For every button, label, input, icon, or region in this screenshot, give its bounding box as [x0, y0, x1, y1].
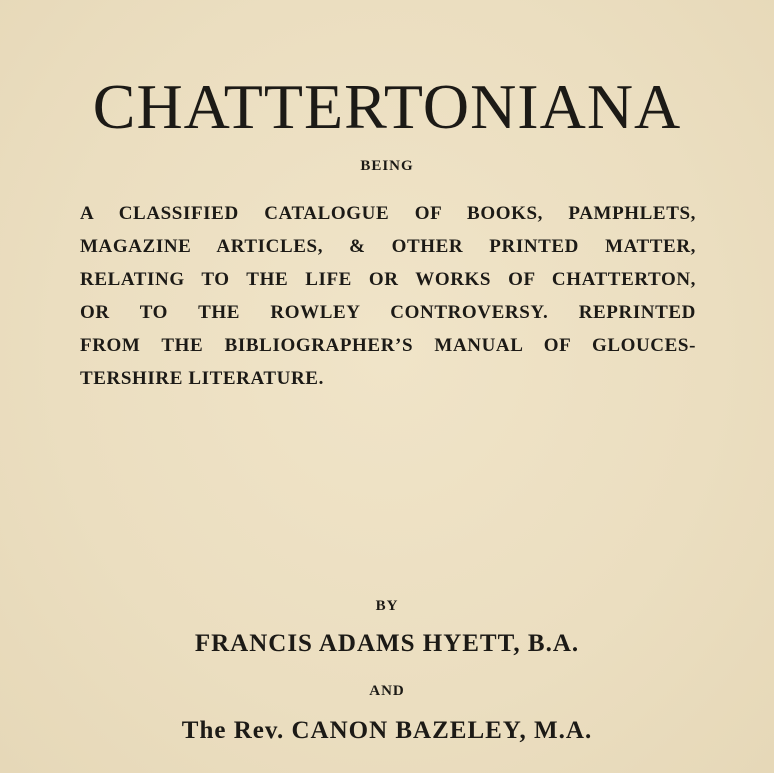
- description-line: OR TO THE ROWLEY CONTROVERSY. REPRINTED: [80, 302, 696, 323]
- description-line: A CLASSIFIED CATALOGUE OF BOOKS, PAMPHLETS,: [80, 203, 696, 224]
- book-title: CHATTERTONIANA: [92, 71, 682, 142]
- subtitle-description: [80, 197, 696, 395]
- and-label: AND: [369, 683, 405, 699]
- description-line: RELATING TO THE LIFE OR WORKS OF CHATTERTON,: [80, 269, 696, 290]
- author-primary: FRANCIS ADAMS HYETT, B.A.: [194, 630, 580, 657]
- description-line: TERSHIRE LITERATURE.: [80, 368, 324, 389]
- by-label: BY: [375, 598, 399, 614]
- being-label: BEING: [360, 158, 414, 174]
- author-secondary: The Rev. CANON BAZELEY, M.A.: [181, 717, 593, 744]
- description-line: MAGAZINE ARTICLES, & OTHER PRINTED MATTER,: [80, 236, 696, 257]
- description-line: FROM THE BIBLIOGRAPHER’S MANUAL OF GLOUCES-: [80, 335, 696, 356]
